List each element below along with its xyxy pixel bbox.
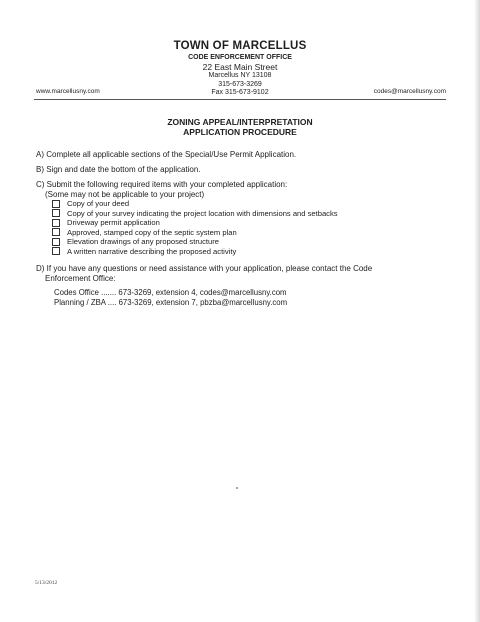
step-a: A) Complete all applicable sections of the Special/Use Permit Application. xyxy=(36,150,297,159)
scan-speck xyxy=(236,487,238,489)
title-line-2: APPLICATION PROCEDURE xyxy=(183,127,297,137)
step-b: B) Sign and date the bottom of the application. xyxy=(36,165,201,174)
city-address: Marcellus NY 13108 xyxy=(208,72,272,79)
fax-number: Fax 315-673-9102 xyxy=(211,89,269,96)
checkbox[interactable] xyxy=(52,200,60,208)
step-d xyxy=(36,264,372,284)
office-name: CODE ENFORCEMENT OFFICE xyxy=(188,54,292,61)
revision-date: 5/13/2012 xyxy=(35,580,58,586)
checklist-item xyxy=(52,209,338,219)
checklist-item-label: Copy of your survey indicating the project location with dimensions and setbacks xyxy=(67,208,338,218)
planning-zba-contact: Planning / ZBA .... 673-3269, extension 7, pbzba@marcellusny.com xyxy=(54,298,288,307)
checkbox[interactable] xyxy=(52,219,60,227)
title-line-1: ZONING APPEAL/INTERPRETATION xyxy=(167,117,313,127)
checklist-item xyxy=(52,237,338,247)
step-c-line-2: (Some may not be applicable to your project) xyxy=(45,190,205,199)
header-email-text: codes@marcellusny.com xyxy=(373,88,446,95)
document-title xyxy=(0,117,480,137)
checkbox[interactable] xyxy=(52,228,60,236)
checklist-item xyxy=(52,218,338,228)
checklist-item-label: Driveway permit application xyxy=(67,218,160,228)
checklist-item xyxy=(52,247,338,257)
codes-office-contact: Codes Office ....... 673-3269, extension 4, codes@marcellusny.com xyxy=(54,288,287,297)
website-text: www.marcellusny.com xyxy=(36,88,100,95)
step-c-line-1: C) Submit the following required items with your completed application: xyxy=(36,180,288,189)
checkbox[interactable] xyxy=(52,209,60,217)
checkbox[interactable] xyxy=(52,238,60,246)
checklist-item-label: Approved, stamped copy of the septic system plan xyxy=(67,227,237,237)
contact-list xyxy=(54,288,287,308)
step-c xyxy=(36,180,287,200)
checklist-item xyxy=(52,228,338,238)
checklist-item xyxy=(52,199,338,209)
header-divider xyxy=(34,99,446,100)
step-d-line-1: D) If you have any questions or need assistance with your application, please contact the Code xyxy=(36,264,373,273)
street-address: 22 East Main Street xyxy=(202,62,278,72)
checkbox[interactable] xyxy=(52,247,60,255)
checklist-item-label: Copy of your deed xyxy=(67,199,130,209)
phone-number: 315-673-3269 xyxy=(218,80,262,88)
required-items-checklist xyxy=(52,199,338,256)
checklist-item-label: Elevation drawings of any proposed structure xyxy=(67,237,219,247)
town-name: TOWN OF MARCELLUS xyxy=(173,40,307,52)
step-d-line-2: Enforcement Office: xyxy=(45,274,116,283)
checklist-item-label: A written narrative describing the proposed activity xyxy=(67,246,237,256)
